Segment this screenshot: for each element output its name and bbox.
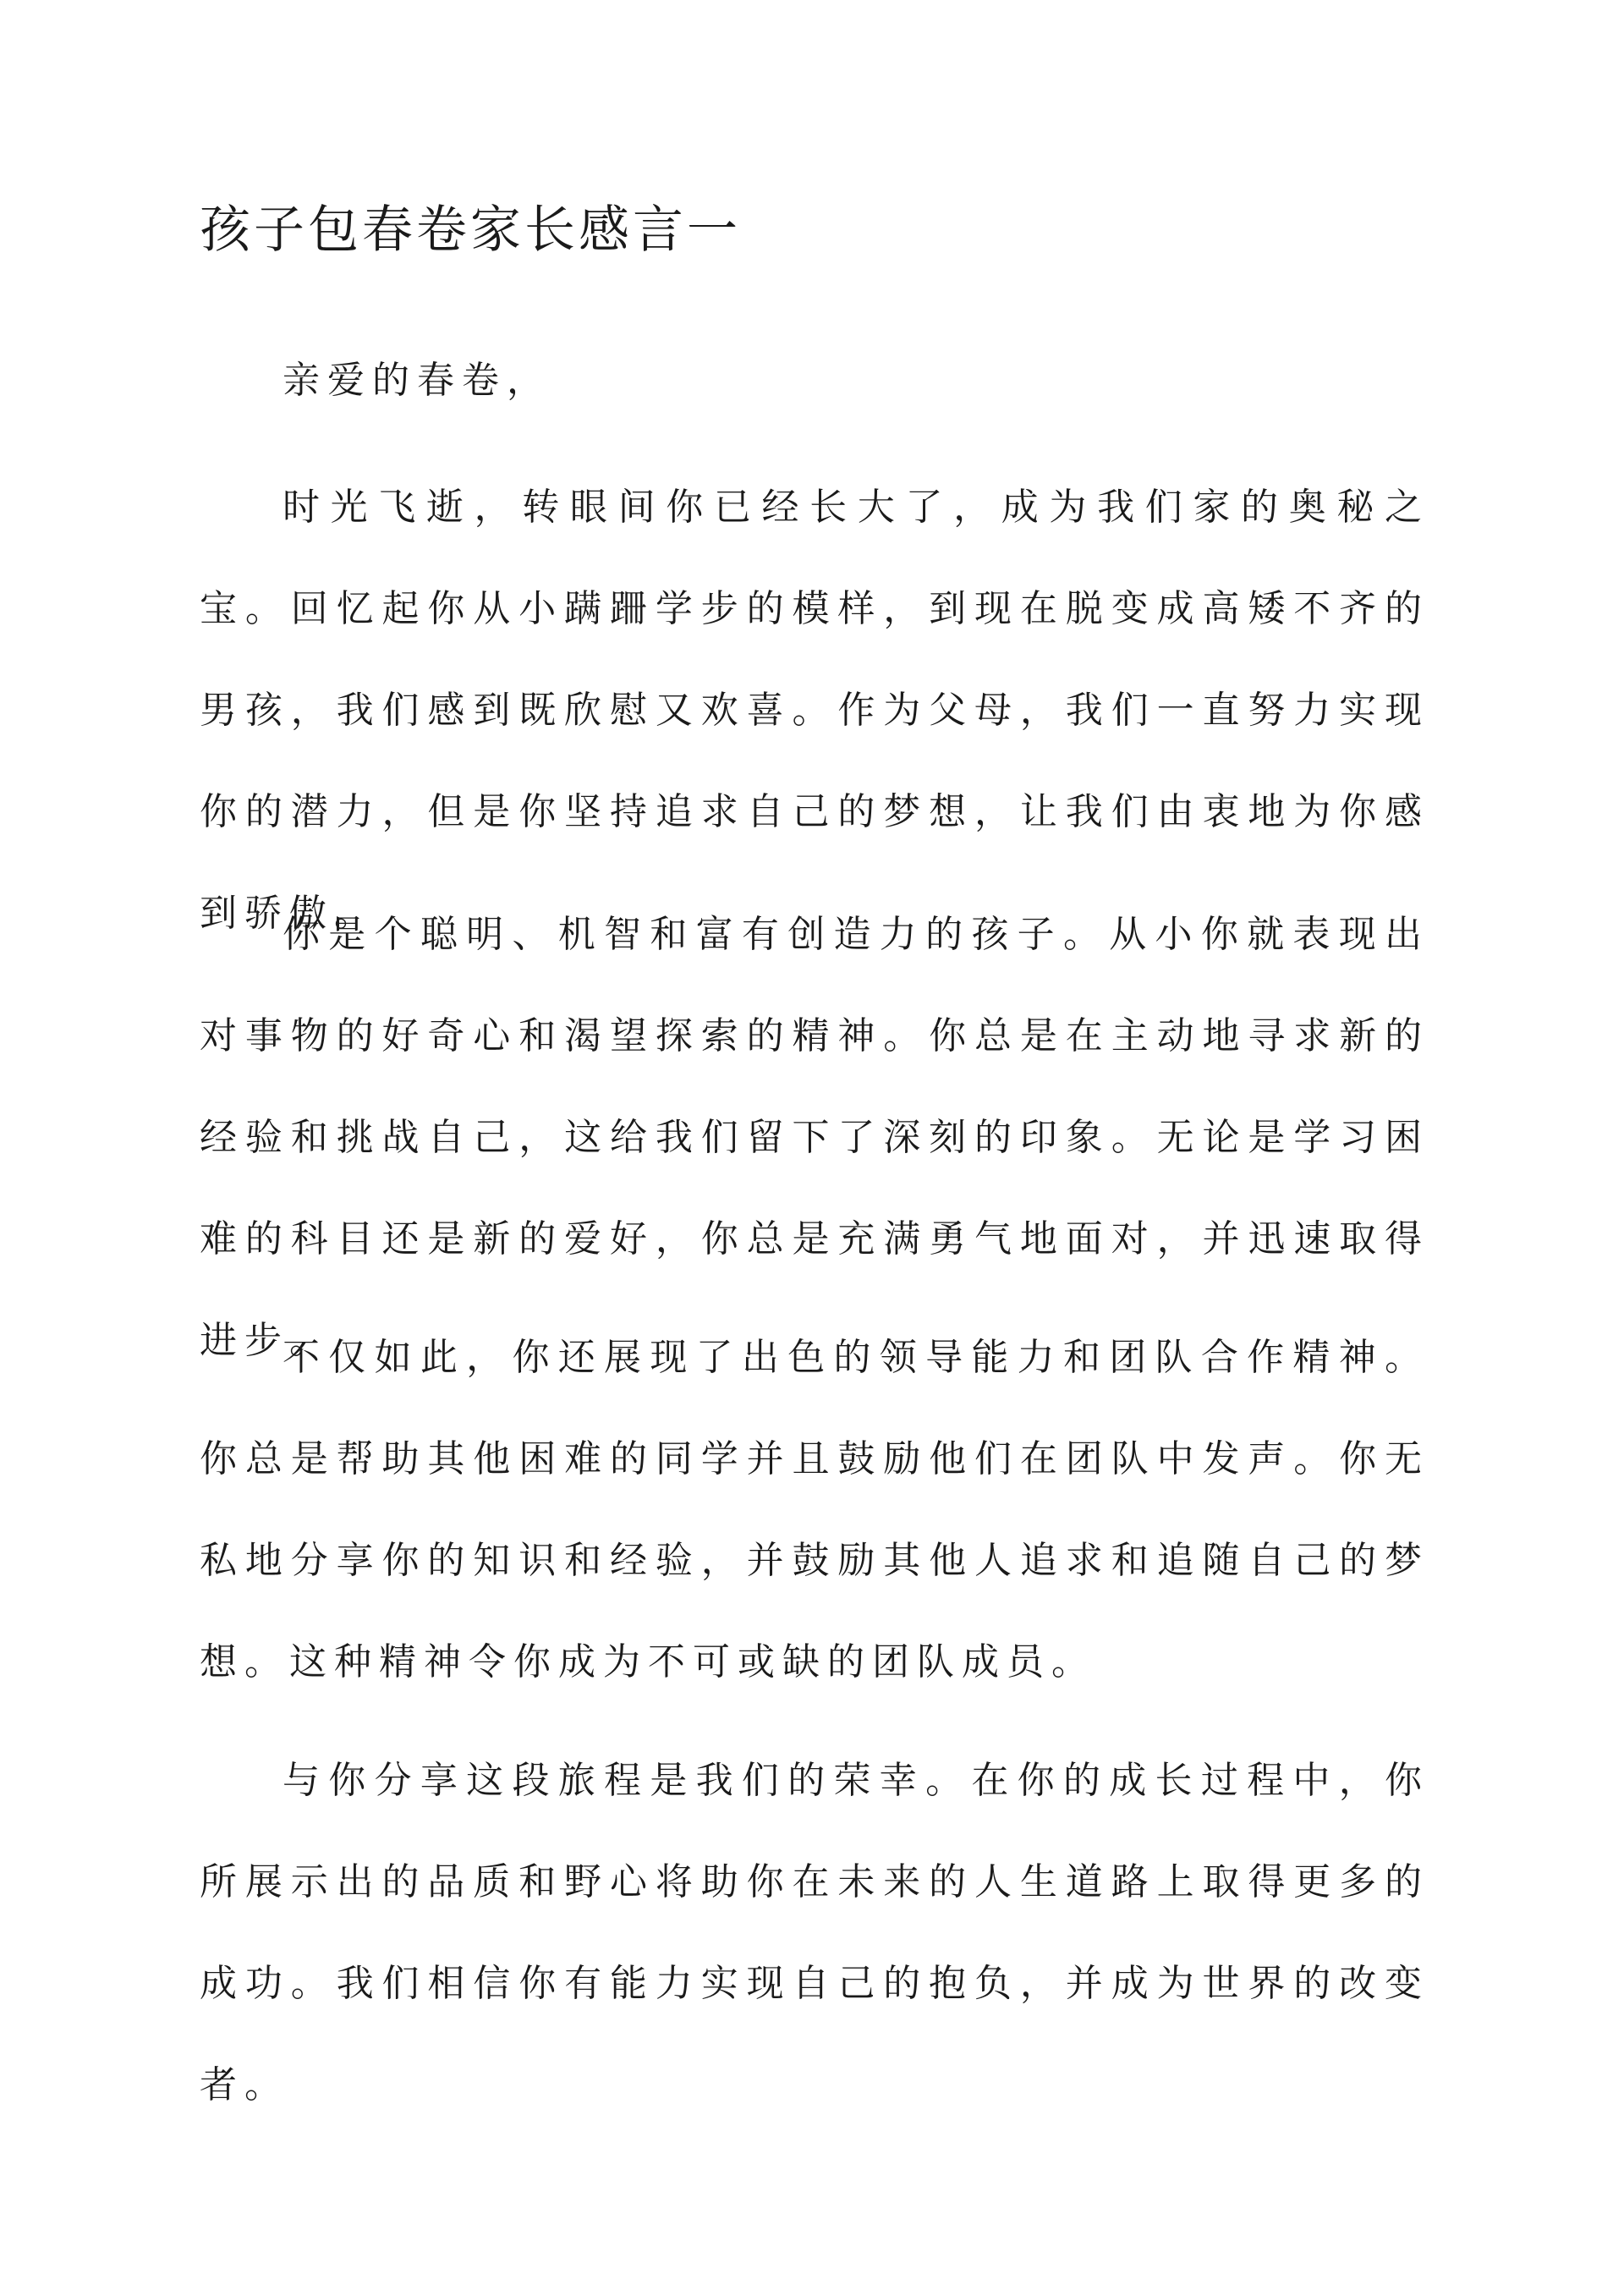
paragraph-3: 不仅如此，你还展现了出色的领导能力和团队合作精神。你总是帮助其他困难的同学并且鼓励他们在团队中发声。你无私地分享你的知识和经验，并鼓励其他人追求和追随自己的梦想。这种精神令你成为不可或缺的团队成员。 <box>200 1336 1429 1684</box>
document-title: 孩子包春卷家长感言一 <box>200 200 741 260</box>
greeting-line: 亲爱的春卷， <box>283 359 551 402</box>
paragraph-2: 你是个聪明、机智和富有创造力的孩子。从小你就表现出对事物的好奇心和渴望探索的精神。你总是在主动地寻求新的经验和挑战自己，这给我们留下了深刻的印象。无论是学习困难的科目还是新的爱好，你总是充满勇气地面对，并迅速取得进步。 <box>200 913 1429 1362</box>
paragraph-4: 与你分享这段旅程是我们的荣幸。在你的成长过程中，你所展示出的品质和野心将助你在未来的人生道路上取得更多的成功。我们相信你有能力实现自己的抱负，并成为世界的改变者。 <box>200 1759 1429 2106</box>
paragraph-1: 时光飞逝，转眼间你已经长大了，成为我们家的奥秘之宝。回忆起你从小蹒跚学步的模样，到现在脱变成高矮不齐的男孩，我们感到既欣慰又欢喜。作为父母，我们一直努力实现你的潜力，但是你坚持追求自己的梦想，让我们由衷地为你感到骄傲。 <box>200 486 1429 935</box>
